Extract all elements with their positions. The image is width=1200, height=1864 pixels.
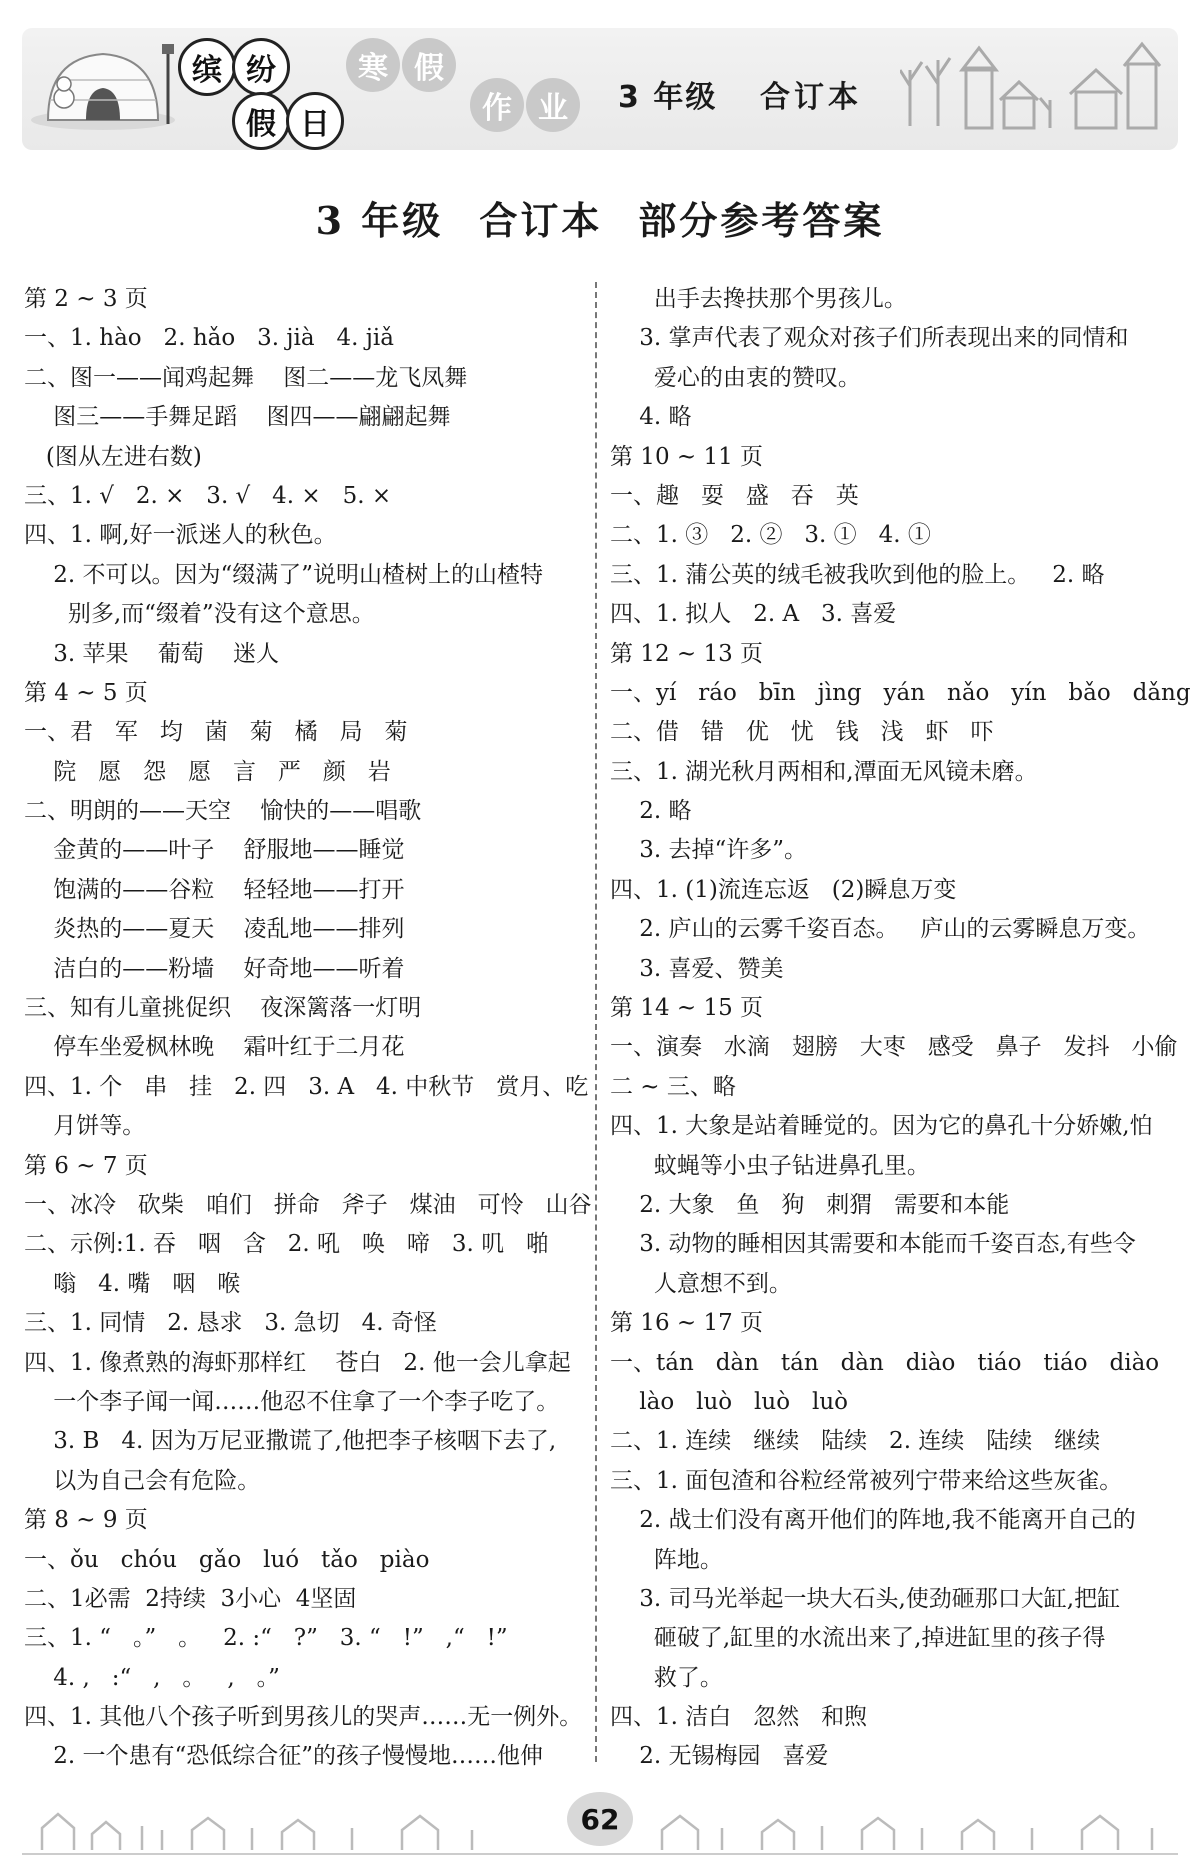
answer-line: 4. 略: [610, 404, 692, 431]
answer-line: 院 愿 怨 愿 言 严 颜 岩: [24, 758, 391, 785]
answer-line: 停车坐爱枫林晚 霜叶红于二月花: [24, 1034, 405, 1061]
page-title-section: 部分参考答案: [638, 198, 885, 243]
answer-line: 二、图一——闻鸡起舞 图二——龙飞凤舞: [24, 364, 468, 391]
answer-line: 2. 大象 鱼 狗 刺猬 需要和本能: [610, 1191, 1010, 1218]
answer-line: 2. 略: [610, 798, 692, 825]
answer-line: 四、1. 个 串 挂 2. 四 3. A 4. 中秋节 赏月、吃: [24, 1073, 589, 1100]
answer-line: 第 4 ~ 5 页: [24, 679, 148, 706]
answer-line: (图从左进右数): [24, 443, 202, 470]
answer-line: 第 2 ~ 3 页: [24, 286, 148, 312]
answer-line: 二、1必需 2持续 3小心 4坚固: [24, 1585, 357, 1612]
page-number: 62: [567, 1792, 633, 1846]
answer-line: 3. 司马光举起一块大石头,使劲砸那口大缸,把缸: [610, 1585, 1121, 1612]
answer-line: 第 10 ~ 11 页: [610, 443, 764, 470]
answer-line: 一、yí ráo bīn jìng yán nǎo yín bǎo dǎng: [610, 679, 1191, 706]
answer-line: 爱心的由衷的赞叹。: [610, 364, 861, 391]
page-title-grade: 3 年级: [315, 198, 444, 243]
answer-line: 出手去搀扶那个男孩儿。: [610, 286, 907, 312]
answer-line: 四、1. 啊,好一派迷人的秋色。: [24, 522, 337, 549]
answer-line: 二、借 错 优 忧 钱 浅 虾 吓: [610, 719, 994, 746]
answer-line: 3. 去掉“许多”。: [610, 837, 808, 864]
answer-line: 金黄的——叶子 舒服地——睡觉: [24, 837, 405, 864]
answer-line: 一、ǒu chóu gǎo luó tǎo piào: [24, 1546, 430, 1573]
igloo-illustration: [28, 40, 178, 132]
answer-line: 洁白的——粉墙 好奇地——听着: [24, 955, 405, 982]
left-answer-column: [24, 280, 599, 1777]
subtitle-char-4: 业: [526, 78, 580, 132]
answer-line: 炎热的——夏天 凌乱地——排列: [24, 916, 405, 943]
answer-line: 四、1. 其他八个孩子听到男孩儿的哭声……无一例外。: [24, 1704, 583, 1731]
banner-edition: 合订本: [760, 80, 862, 115]
answer-line: 3. 喜爱、赞美: [610, 955, 784, 982]
answer-line: 三、1. 面包渣和谷粒经常被列宁带来给这些灰雀。: [610, 1467, 1123, 1494]
answer-line: lào luò luò luò: [610, 1388, 849, 1415]
answer-line: 四、1. 像煮熟的海虾那样红 苍白 2. 他一会儿拿起: [24, 1349, 571, 1376]
answer-line: 蚊蝇等小虫子钻进鼻孔里。: [610, 1152, 930, 1179]
answer-line: 三、1. √ 2. × 3. √ 4. × 5. ×: [24, 482, 392, 509]
answer-line: 2. 庐山的云雾千姿百态。 庐山的云雾瞬息万变。: [610, 916, 1151, 943]
answer-line: 救了。: [610, 1664, 723, 1691]
answer-line: 二、1. 连续 继续 陆续 2. 连续 陆续 继续: [610, 1428, 1101, 1455]
answer-line: 第 14 ~ 15 页: [610, 995, 764, 1022]
answer-line: 2. 战士们没有离开他们的阵地,我不能离开自己的: [610, 1507, 1136, 1534]
title-char-2: 纷: [232, 38, 290, 96]
answer-line: 一、演奏 水滴 翅膀 大枣 感受 鼻子 发抖 小偷: [610, 1034, 1178, 1061]
answer-line: 二 ~ 三、略: [610, 1073, 736, 1100]
tree-house-decoration: [900, 40, 1170, 132]
answer-line: 一、君 军 均 菌 菊 橘 局 菊: [24, 719, 408, 746]
answer-line: 三、1. 湖光秋月两相和,潭面无风镜未磨。: [610, 758, 1038, 785]
title-char-4: 日: [286, 92, 344, 150]
answer-line: 二、明朗的——天空 愉快的——唱歌: [24, 798, 422, 825]
answer-line: 3. B 4. 因为万尼亚撒谎了,他把李子核咽下去了,: [24, 1428, 557, 1455]
answer-line: 图三——手舞足蹈 图四——翩翩起舞: [24, 404, 451, 431]
subtitle-char-2: 假: [402, 38, 456, 92]
answer-line: 嗡 4. 嘴 咽 喉: [24, 1270, 241, 1297]
answer-line: 一个李子闻一闻……他忍不住拿了一个李子吃了。: [24, 1388, 560, 1415]
answer-line: 第 8 ~ 9 页: [24, 1507, 148, 1534]
subtitle-char-3: 作: [470, 78, 524, 132]
answer-line: 一、趣 耍 盛 吞 英: [610, 482, 859, 509]
column-divider: [595, 282, 597, 1762]
banner-grade: 3 年级: [618, 80, 718, 115]
answer-line: 一、冰冷 砍柴 咱们 拼命 斧子 煤油 可怜 山谷: [24, 1191, 592, 1218]
answer-line: 别多,而“缀着”没有这个意思。: [24, 601, 375, 628]
answer-line: 4. , :“ , 。 , 。”: [24, 1664, 280, 1691]
answer-line: 第 16 ~ 17 页: [610, 1310, 764, 1337]
answer-line: 三、1. 蒲公英的绒毛被我吹到他的脸上。 2. 略: [610, 561, 1105, 588]
answer-line: 3. 掌声代表了观众对孩子们所表现出来的同情和: [610, 325, 1129, 352]
answer-line: 四、1. 洁白 忽然 和煦: [610, 1704, 868, 1731]
answer-line: 二、示例:1. 吞 咽 含 2. 吼 唤 啼 3. 叽 啪: [24, 1231, 550, 1258]
answer-line: 三、知有儿童挑促织 夜深篱落一灯明: [24, 995, 422, 1022]
answer-line: 人意想不到。: [610, 1270, 792, 1297]
title-char-3: 假: [232, 92, 290, 150]
answer-line: 2. 不可以。因为“缀满了”说明山楂树上的山楂特: [24, 561, 544, 588]
answer-line: 第 6 ~ 7 页: [24, 1152, 148, 1179]
answer-line: 3. 动物的睡相因其需要和本能而千姿百态,有些令: [610, 1231, 1136, 1258]
right-answer-column: [610, 280, 1191, 1777]
answer-line: 砸破了,缸里的水流出来了,掉进缸里的孩子得: [610, 1625, 1106, 1652]
answer-line: 四、1. (1)流连忘返 (2)瞬息万变: [610, 876, 957, 903]
answer-line: 一、tán dàn tán dàn diào tiáo tiáo diào: [610, 1349, 1160, 1376]
answer-line: 四、1. 大象是站着睡觉的。因为它的鼻孔十分娇嫩,怕: [610, 1113, 1153, 1140]
answer-line: 一、1. hào 2. hǎo 3. jià 4. jiǎ: [24, 325, 394, 352]
title-char-1: 缤: [178, 38, 236, 96]
answer-line: 3. 苹果 葡萄 迷人: [24, 640, 279, 667]
answer-line: 二、1. ③ 2. ② 3. ① 4. ①: [610, 522, 931, 549]
page-title: [0, 190, 1200, 245]
subtitle-char-1: 寒: [346, 38, 400, 92]
page-title-edition: 合订本: [479, 198, 603, 243]
answer-line: 阵地。: [610, 1546, 723, 1573]
answer-line: 第 12 ~ 13 页: [610, 640, 764, 667]
answer-line: 月饼等。: [24, 1113, 146, 1140]
answer-line: 2. 一个患有“恐低综合征”的孩子慢慢地……他伸: [24, 1743, 544, 1770]
answer-line: 四、1. 拟人 2. A 3. 喜爱: [610, 601, 897, 628]
answer-line: 三、1. “ 。” 。 2. :“ ?” 3. “ !” ,“ !”: [24, 1625, 508, 1652]
answer-line: 2. 无锡梅园 喜爱: [610, 1743, 829, 1770]
answer-line: 三、1. 同情 2. 恳求 3. 急切 4. 奇怪: [24, 1310, 437, 1337]
answer-line: 饱满的——谷粒 轻轻地——打开: [24, 876, 405, 903]
answer-line: 以为自己会有危险。: [24, 1467, 261, 1494]
